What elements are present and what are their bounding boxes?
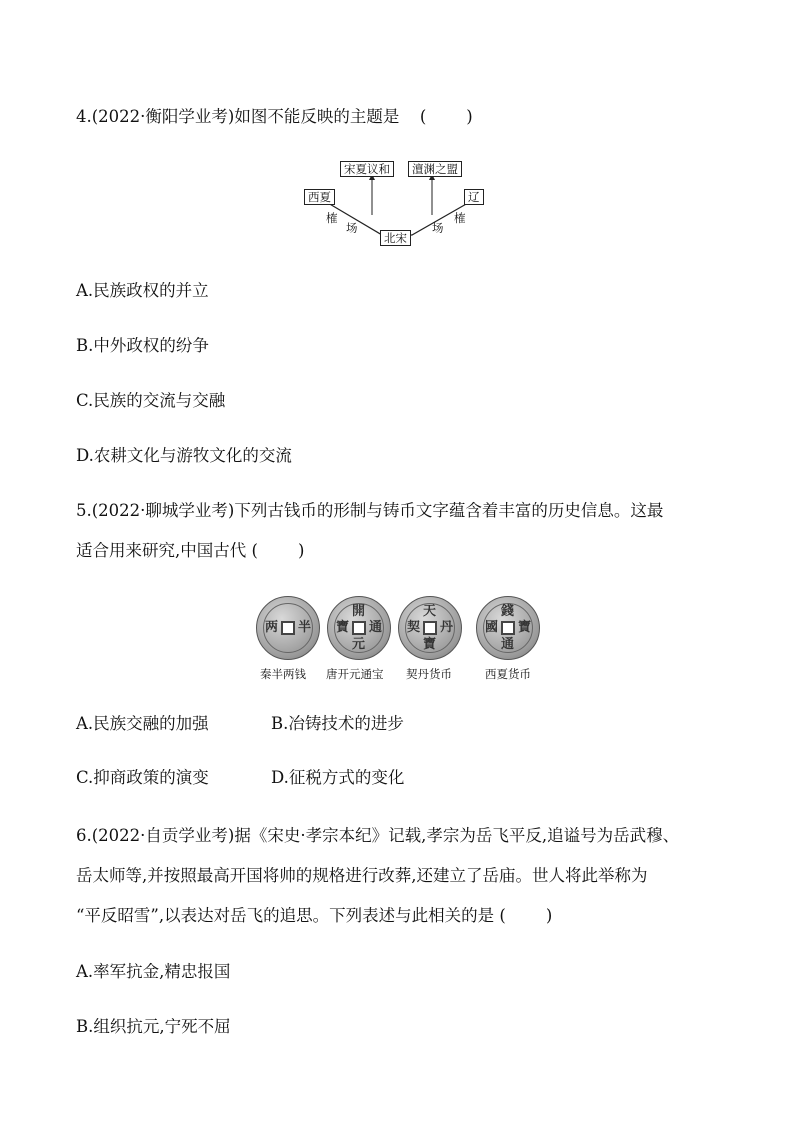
q5-stem-line2: 适合用来研究,中国古代 [76, 541, 247, 560]
coin-char: 元 [352, 637, 366, 652]
q5-option-d[interactable]: D.征税方式的变化 [271, 768, 405, 787]
q4-option-c[interactable]: C.民族的交流与交融 [76, 391, 226, 410]
coin-tang-kaiyuan [327, 596, 391, 660]
coin-char: 寶 [423, 637, 437, 652]
q6-stem-line1: 6.(2022·自贡学业考)据《宋史·孝宗本纪》记载,孝宗为岳飞平反,追谥号为岳武穆、 [76, 826, 680, 845]
coin-char: 半 [298, 620, 312, 635]
coin-char: 通 [501, 637, 515, 652]
label-chang-left: 场 [346, 221, 358, 235]
coin-char: 國 [485, 620, 499, 635]
q4-option-d[interactable]: D.农耕文化与游牧文化的交流 [76, 446, 292, 465]
q4-diagram [300, 155, 500, 250]
q5-stem-line2-wrap [76, 540, 304, 562]
q6-stem-line2: 岳太师等,并按照最高开国将帅的规格进行改葬,还建立了岳庙。世人将此举称为 [76, 866, 648, 885]
q5-paren-close: ) [297, 541, 305, 560]
coin-char: 契 [407, 620, 421, 635]
coin-western-xia [476, 596, 540, 660]
q5-option-a[interactable]: A.民族交融的加强 [76, 714, 209, 733]
coin-char: 两 [265, 620, 279, 635]
coin-char: 丹 [440, 620, 454, 635]
coin-qin-banliang [256, 596, 320, 660]
q4-option-b[interactable]: B.中外政权的纷争 [76, 336, 209, 355]
label-chang-right: 场 [432, 221, 444, 235]
q6-option-b[interactable]: B.组织抗元,宁死不屈 [76, 1017, 231, 1036]
coin-label-khitan: 契丹货币 [406, 667, 452, 681]
coin-char: 開 [352, 604, 366, 619]
q6-stem-line3-wrap [76, 905, 552, 927]
q4-paren-open: ( [419, 107, 427, 126]
q5-option-b[interactable]: B.冶铸技术的进步 [271, 714, 404, 733]
q5-stem-line1: 5.(2022·聊城学业考)下列古钱币的形制与铸币文字蕴含着丰富的历史信息。这最 [76, 501, 664, 520]
label-que-left: 榷 [326, 211, 338, 225]
q5-paren-open: ( [251, 541, 258, 560]
coin-char: 錢 [501, 604, 515, 619]
coin-char: 天 [423, 604, 437, 619]
q6-stem-line3: “平反昭雪”,以表达对岳飞的追思。下列表述与此相关的是 [76, 906, 495, 925]
q4-stem: 4.(2022·衡阳学业考)如图不能反映的主题是 [76, 107, 400, 126]
q4-option-a[interactable]: A.民族政权的并立 [76, 281, 209, 300]
box-liao: 辽 [464, 189, 484, 205]
box-song-xia-peace: 宋夏议和 [340, 161, 394, 177]
q5-option-c[interactable]: C.抑商政策的演变 [76, 768, 209, 787]
coin-khitan [398, 596, 462, 660]
box-northern-song: 北宋 [380, 230, 411, 246]
coin-char: 通 [369, 620, 383, 635]
coin-char: 寶 [336, 620, 350, 635]
box-western-xia: 西夏 [304, 189, 335, 205]
q4-paren-close: ) [466, 107, 473, 126]
q4-stem-line [76, 106, 473, 128]
coin-char: 寶 [518, 620, 532, 635]
label-que-right: 榷 [454, 211, 466, 225]
box-chanyuan-treaty: 澶渊之盟 [408, 161, 462, 177]
coin-label-tang: 唐开元通宝 [326, 667, 384, 681]
q6-option-a[interactable]: A.率军抗金,精忠报国 [76, 962, 231, 981]
coin-label-qin: 秦半两钱 [260, 667, 306, 681]
q6-paren-open: ( [499, 906, 506, 925]
q6-paren-close: ) [545, 906, 553, 925]
coin-label-xixia: 西夏货币 [485, 667, 531, 681]
